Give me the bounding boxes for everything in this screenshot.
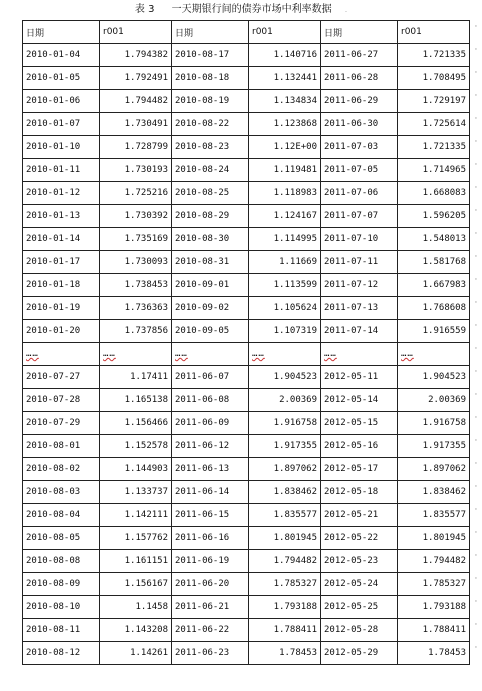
date-cell: 2010-01-05 xyxy=(23,67,100,90)
table-row xyxy=(23,228,470,251)
date-cell: 2012-05-25 xyxy=(321,596,398,619)
date-cell: 2010-01-11 xyxy=(23,159,100,182)
table-row xyxy=(23,596,470,619)
rate-cell: 2.00369 xyxy=(249,389,321,412)
rate-cell: 1.105624 xyxy=(249,297,321,320)
rate-cell: 1.668083 xyxy=(398,182,470,205)
date-cell: 2012-05-11 xyxy=(321,366,398,389)
rate-cell: 1.792491 xyxy=(100,67,172,90)
row-end-mark: ' xyxy=(475,507,477,515)
date-cell: 2010-01-20 xyxy=(23,320,100,343)
date-cell: 2011-06-09 xyxy=(172,412,249,435)
row-end-mark: ' xyxy=(475,47,477,55)
ellipsis-text: …… xyxy=(175,349,188,359)
rate-cell: 1.917355 xyxy=(398,435,470,458)
date-cell: 2011-07-06 xyxy=(321,182,398,205)
rate-cell: 1.144903 xyxy=(100,458,172,481)
rate-cell: 1.738453 xyxy=(100,274,172,297)
rate-cell: 1.140716 xyxy=(249,44,321,67)
date-cell: 2011-06-13 xyxy=(172,458,249,481)
rate-cell: 1.730491 xyxy=(100,113,172,136)
rate-cell: 1.838462 xyxy=(249,481,321,504)
row-end-mark: ' xyxy=(475,208,477,216)
table-row xyxy=(23,320,470,343)
rate-cell: 1.904523 xyxy=(398,366,470,389)
date-cell: 2012-05-14 xyxy=(321,389,398,412)
caption-paragraph-mark: . xyxy=(344,6,348,14)
rate-cell: 1.736363 xyxy=(100,297,172,320)
table-row xyxy=(23,44,470,67)
date-cell: 2010-08-29 xyxy=(172,205,249,228)
date-cell: 2010-01-17 xyxy=(23,251,100,274)
date-cell: 2011-07-07 xyxy=(321,205,398,228)
table-caption xyxy=(0,0,482,20)
rate-cell: 1.123868 xyxy=(249,113,321,136)
row-end-mark: ' xyxy=(475,70,477,78)
rate-cell: 1.794382 xyxy=(100,44,172,67)
date-cell: 2010-08-12 xyxy=(23,642,100,665)
table-row xyxy=(23,205,470,228)
date-cell: 2012-05-28 xyxy=(321,619,398,642)
interest-rate-table xyxy=(22,20,470,665)
rate-cell: 1.737856 xyxy=(100,320,172,343)
rate-cell: 1.714965 xyxy=(398,159,470,182)
table-row xyxy=(23,504,470,527)
ellipsis-text: …… xyxy=(401,349,414,359)
rate-cell: 1.78453 xyxy=(249,642,321,665)
rate-cell: 1.142111 xyxy=(100,504,172,527)
date-cell: 2011-07-03 xyxy=(321,136,398,159)
header-rate-3: r001 xyxy=(398,21,470,44)
table-row xyxy=(23,573,470,596)
row-end-mark: ' xyxy=(475,484,477,492)
date-cell: 2011-06-20 xyxy=(172,573,249,596)
date-cell: 2011-06-14 xyxy=(172,481,249,504)
rate-cell: 1.667983 xyxy=(398,274,470,297)
date-cell: 2011-06-08 xyxy=(172,389,249,412)
row-end-mark: ' xyxy=(475,461,477,469)
date-cell: 2011-06-30 xyxy=(321,113,398,136)
row-end-mark: ' xyxy=(475,599,477,607)
date-cell: 2011-07-10 xyxy=(321,228,398,251)
rate-cell: 1.801945 xyxy=(249,527,321,550)
date-cell: 2010-01-13 xyxy=(23,205,100,228)
table-number: 表 3 xyxy=(134,4,155,15)
rate-cell: 1.596205 xyxy=(398,205,470,228)
rate-cell: 1.794482 xyxy=(249,550,321,573)
rate-cell: 1.838462 xyxy=(398,481,470,504)
rate-cell: 1.156167 xyxy=(100,573,172,596)
date-cell: 2012-05-29 xyxy=(321,642,398,665)
date-cell: 2011-06-15 xyxy=(172,504,249,527)
rate-cell: 1.735169 xyxy=(100,228,172,251)
rate-cell: 1.730193 xyxy=(100,159,172,182)
date-cell: 2010-08-01 xyxy=(23,435,100,458)
date-cell: 2012-05-23 xyxy=(321,550,398,573)
ellipsis-cell xyxy=(100,343,172,366)
rate-cell: 1.835577 xyxy=(249,504,321,527)
table-row xyxy=(23,159,470,182)
rate-cell: 1.721335 xyxy=(398,44,470,67)
row-end-mark: ' xyxy=(475,553,477,561)
rate-cell: 1.785327 xyxy=(249,573,321,596)
date-cell: 2012-05-16 xyxy=(321,435,398,458)
header-end-mark: ' xyxy=(475,24,477,32)
date-cell: 2011-07-12 xyxy=(321,274,398,297)
rate-cell: 1.119481 xyxy=(249,159,321,182)
rate-cell: 1.835577 xyxy=(398,504,470,527)
date-cell: 2010-08-02 xyxy=(23,458,100,481)
date-cell: 2010-01-18 xyxy=(23,274,100,297)
row-end-mark: ' xyxy=(475,369,477,377)
date-cell: 2010-08-09 xyxy=(23,573,100,596)
date-cell: 2010-01-07 xyxy=(23,113,100,136)
table-row xyxy=(23,113,470,136)
date-cell: 2010-08-08 xyxy=(23,550,100,573)
rate-cell: 2.00369 xyxy=(398,389,470,412)
date-cell: 2010-08-31 xyxy=(172,251,249,274)
rate-cell: 1.114995 xyxy=(249,228,321,251)
rate-cell: 1.165138 xyxy=(100,389,172,412)
rate-cell: 1.725614 xyxy=(398,113,470,136)
table-row xyxy=(23,366,470,389)
table-row xyxy=(23,619,470,642)
date-cell: 2010-01-14 xyxy=(23,228,100,251)
date-cell: 2010-08-22 xyxy=(172,113,249,136)
rate-cell: 1.794482 xyxy=(398,550,470,573)
date-cell: 2011-06-21 xyxy=(172,596,249,619)
rate-cell: 1.581768 xyxy=(398,251,470,274)
table-row xyxy=(23,481,470,504)
table-row xyxy=(23,527,470,550)
row-end-mark: ' xyxy=(475,116,477,124)
ellipsis-cell xyxy=(321,343,398,366)
date-cell: 2011-06-07 xyxy=(172,366,249,389)
date-cell: 2010-01-10 xyxy=(23,136,100,159)
date-cell: 2011-07-13 xyxy=(321,297,398,320)
ellipsis-row xyxy=(23,343,470,366)
date-cell: 2011-06-19 xyxy=(172,550,249,573)
date-cell: 2011-06-12 xyxy=(172,435,249,458)
date-cell: 2010-08-03 xyxy=(23,481,100,504)
date-cell: 2011-06-16 xyxy=(172,527,249,550)
rate-cell: 1.133737 xyxy=(100,481,172,504)
rate-cell: 1.17411 xyxy=(100,366,172,389)
table-row xyxy=(23,458,470,481)
table-row xyxy=(23,389,470,412)
header-date-2: 日期 xyxy=(172,21,249,44)
rate-cell: 1.12E+00 xyxy=(249,136,321,159)
date-cell: 2010-08-05 xyxy=(23,527,100,550)
table-row xyxy=(23,412,470,435)
row-end-mark: ' xyxy=(475,576,477,584)
date-cell: 2010-08-24 xyxy=(172,159,249,182)
row-end-mark: ' xyxy=(475,93,477,101)
row-end-mark: ' xyxy=(475,300,477,308)
rate-cell: 1.113599 xyxy=(249,274,321,297)
table-row xyxy=(23,90,470,113)
date-cell: 2012-05-24 xyxy=(321,573,398,596)
rate-cell: 1.916758 xyxy=(249,412,321,435)
date-cell: 2010-07-27 xyxy=(23,366,100,389)
rate-cell: 1.788411 xyxy=(249,619,321,642)
rate-cell: 1.152578 xyxy=(100,435,172,458)
date-cell: 2010-08-18 xyxy=(172,67,249,90)
rate-cell: 1.548013 xyxy=(398,228,470,251)
date-cell: 2010-09-01 xyxy=(172,274,249,297)
row-end-mark: ' xyxy=(475,622,477,630)
table-row xyxy=(23,67,470,90)
rate-cell: 1.793188 xyxy=(398,596,470,619)
rate-cell: 1.729197 xyxy=(398,90,470,113)
rate-cell: 1.788411 xyxy=(398,619,470,642)
date-cell: 2011-06-22 xyxy=(172,619,249,642)
date-cell: 2010-01-12 xyxy=(23,182,100,205)
table-body xyxy=(23,44,470,665)
date-cell: 2010-01-06 xyxy=(23,90,100,113)
date-cell: 2010-08-17 xyxy=(172,44,249,67)
header-date-3: 日期 xyxy=(321,21,398,44)
row-end-mark: ' xyxy=(475,415,477,423)
date-cell: 2011-06-23 xyxy=(172,642,249,665)
date-cell: 2012-05-22 xyxy=(321,527,398,550)
rate-cell: 1.134834 xyxy=(249,90,321,113)
rate-cell: 1.1458 xyxy=(100,596,172,619)
row-end-mark: ' xyxy=(475,185,477,193)
rate-cell: 1.118983 xyxy=(249,182,321,205)
rate-cell: 1.793188 xyxy=(249,596,321,619)
table-title: 一天期银行间的债券市场中利率数据 xyxy=(171,4,332,15)
table-row xyxy=(23,274,470,297)
rate-cell: 1.161151 xyxy=(100,550,172,573)
row-end-mark: ' xyxy=(475,530,477,538)
rate-cell: 1.107319 xyxy=(249,320,321,343)
rate-cell: 1.904523 xyxy=(249,366,321,389)
header-rate-2: r001 xyxy=(249,21,321,44)
rate-cell: 1.897062 xyxy=(249,458,321,481)
rate-cell: 1.794482 xyxy=(100,90,172,113)
rate-cell: 1.156466 xyxy=(100,412,172,435)
date-cell: 2012-05-15 xyxy=(321,412,398,435)
date-cell: 2010-08-10 xyxy=(23,596,100,619)
rate-cell: 1.768608 xyxy=(398,297,470,320)
rate-cell: 1.725216 xyxy=(100,182,172,205)
ellipsis-cell xyxy=(172,343,249,366)
rate-cell: 1.730093 xyxy=(100,251,172,274)
rate-cell: 1.897062 xyxy=(398,458,470,481)
rate-cell: 1.728799 xyxy=(100,136,172,159)
ellipsis-text: …… xyxy=(252,349,265,359)
rate-cell: 1.916758 xyxy=(398,412,470,435)
date-cell: 2010-07-29 xyxy=(23,412,100,435)
row-end-mark: ' xyxy=(475,162,477,170)
row-end-mark: ' xyxy=(475,231,477,239)
ellipsis-cell xyxy=(398,343,470,366)
date-cell: 2010-09-02 xyxy=(172,297,249,320)
header-rate-1: r001 xyxy=(100,21,172,44)
table-row xyxy=(23,136,470,159)
ellipsis-cell xyxy=(249,343,321,366)
row-end-mark: ' xyxy=(475,645,477,653)
date-cell: 2012-05-21 xyxy=(321,504,398,527)
rate-cell: 1.14261 xyxy=(100,642,172,665)
ellipsis-text: …… xyxy=(324,349,337,359)
rate-cell: 1.124167 xyxy=(249,205,321,228)
date-cell: 2010-07-28 xyxy=(23,389,100,412)
date-cell: 2010-08-25 xyxy=(172,182,249,205)
rate-cell: 1.11669 xyxy=(249,251,321,274)
date-cell: 2010-08-19 xyxy=(172,90,249,113)
header-row xyxy=(23,21,470,44)
rate-cell: 1.78453 xyxy=(398,642,470,665)
rate-cell: 1.785327 xyxy=(398,573,470,596)
rate-cell: 1.157762 xyxy=(100,527,172,550)
date-cell: 2010-08-23 xyxy=(172,136,249,159)
table-row xyxy=(23,550,470,573)
rate-cell: 1.730392 xyxy=(100,205,172,228)
rate-cell: 1.801945 xyxy=(398,527,470,550)
date-cell: 2010-08-30 xyxy=(172,228,249,251)
rate-cell: 1.143208 xyxy=(100,619,172,642)
table-row xyxy=(23,435,470,458)
date-cell: 2012-05-18 xyxy=(321,481,398,504)
table-row xyxy=(23,642,470,665)
date-cell: 2010-01-19 xyxy=(23,297,100,320)
date-cell: 2011-07-14 xyxy=(321,320,398,343)
row-end-mark: ' xyxy=(475,277,477,285)
row-end-mark: ' xyxy=(475,139,477,147)
ellipsis-cell xyxy=(23,343,100,366)
date-cell: 2010-01-04 xyxy=(23,44,100,67)
row-end-mark: ' xyxy=(475,254,477,262)
rate-cell: 1.917355 xyxy=(249,435,321,458)
date-cell: 2010-09-05 xyxy=(172,320,249,343)
rate-cell: 1.916559 xyxy=(398,320,470,343)
date-cell: 2012-05-17 xyxy=(321,458,398,481)
date-cell: 2011-06-29 xyxy=(321,90,398,113)
date-cell: 2011-07-11 xyxy=(321,251,398,274)
row-end-mark: ' xyxy=(475,346,477,354)
row-end-mark: ' xyxy=(475,392,477,400)
row-end-mark: ' xyxy=(475,323,477,331)
date-cell: 2011-06-27 xyxy=(321,44,398,67)
table-row xyxy=(23,182,470,205)
date-cell: 2011-07-05 xyxy=(321,159,398,182)
header-date-1: 日期 xyxy=(23,21,100,44)
ellipsis-text: …… xyxy=(26,349,39,359)
date-cell: 2011-06-28 xyxy=(321,67,398,90)
row-end-mark: ' xyxy=(475,438,477,446)
date-cell: 2010-08-04 xyxy=(23,504,100,527)
rate-cell: 1.708495 xyxy=(398,67,470,90)
ellipsis-text: …… xyxy=(103,349,116,359)
table-row xyxy=(23,297,470,320)
rate-cell: 1.721335 xyxy=(398,136,470,159)
date-cell: 2010-08-11 xyxy=(23,619,100,642)
table-row xyxy=(23,251,470,274)
rate-cell: 1.132441 xyxy=(249,67,321,90)
